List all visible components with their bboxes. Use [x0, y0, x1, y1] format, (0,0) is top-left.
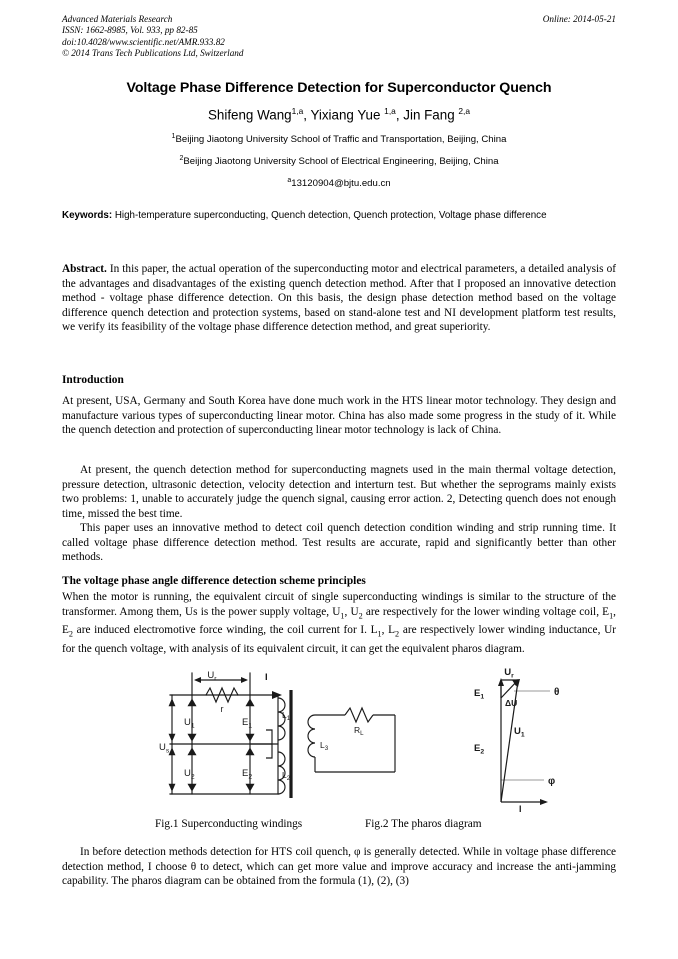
keywords-block [62, 209, 616, 224]
affiliation-1-text: Beijing Jiaotong University School of Traffic and Transportation, Beijing, China [175, 134, 507, 146]
label-e1-phasor: $E_1$ [474, 688, 485, 701]
journal-name-row [62, 14, 616, 25]
ur-arrow-right [241, 677, 248, 683]
affiliation-1 [62, 130, 616, 146]
scheme-paragraph-1 [62, 590, 616, 657]
scheme-sub-6: 2 [395, 629, 400, 639]
label-e1: $E_1$ [242, 717, 253, 730]
section-heading-scheme: The voltage phase angle difference detection scheme principles [62, 575, 366, 587]
label-u2: $U_2$ [184, 768, 195, 781]
label-ur-phasor: $U_r$ [504, 667, 514, 680]
scheme-text-2: , U [344, 605, 359, 618]
figure-2-pharos-diagram [454, 668, 604, 813]
ur-arrow-left [194, 677, 201, 683]
affiliation-2-text: Beijing Jiaotong University School of Electrical Engineering, Beijing, China [183, 156, 499, 168]
journal-header [62, 14, 616, 60]
introduction-paragraph-3: This paper uses an innovative method to detect coil quench detection condition winding and strip running time. It called voltage phase difference detection method. Test results are accurate, rapid and significantly better than other methods. [62, 522, 616, 564]
figure-1-caption: Fig.1 Superconducting windings [155, 818, 303, 830]
scheme-text-3: are respectively for the lower winding voltage coil, E [362, 605, 610, 618]
author-separator-1: , [303, 107, 311, 123]
arrow-i [540, 799, 548, 805]
label-i-phasor: I [519, 804, 522, 814]
affiliation-2 [62, 152, 616, 168]
section-heading-introduction: Introduction [62, 374, 124, 386]
label-us: $U_s$ [159, 742, 170, 755]
journal-issn: ISSN: 1662-8985, Vol. 933, pp 82-85 [62, 25, 198, 36]
journal-copyright: © 2014 Trans Tech Publications Ltd, Switzerland [62, 48, 244, 59]
journal-name: Advanced Materials Research [62, 14, 173, 24]
abstract-label: Abstract. [62, 263, 107, 275]
figure-1-superconducting-windings [159, 668, 430, 813]
affiliation-1-marker: 1 [171, 133, 176, 140]
email-address: 13120904@bjtu.edu.cn [291, 178, 391, 190]
email-marker: a [287, 177, 292, 184]
label-l3: $L_3$ [320, 740, 329, 753]
scheme-sub-4: 2 [68, 629, 73, 639]
label-theta: θ [554, 687, 560, 698]
author-separator-2: , [395, 107, 404, 123]
scheme-sub-5: 1 [377, 629, 382, 639]
label-l2: $L_2$ [282, 770, 291, 783]
scheme-text-1: When the motor is running, the equivalent circuit of single superconducting windings is similar to the structure of the transformer. Among them, Us is the power supply voltage, U [62, 591, 616, 618]
scheme-text-4: , E [62, 605, 616, 637]
scheme-text-5: are induced electromotive force winding, the coil current for I. L [73, 624, 378, 637]
scheme-text-7: are respectively lower winding inductance, Ur for the quench voltage, with analysis of its equivalent circuit, it can get the equivalent pharos diagram. [62, 624, 616, 656]
author-1-name: Shifeng Wang [207, 107, 292, 123]
current-arrow-i [272, 691, 282, 699]
label-rl: $R_L$ [354, 725, 364, 738]
closing-paragraph: In before detection methods detection for HTS coil quench, φ is generally detected. While in voltage phase difference detection method, I choose θ to detect, which can get more value and improve accuracy and increase the anti-jamming capability. The pharos diagram can be obtained from the formula (1), (2), (3) [62, 846, 616, 888]
label-l1: $L_1$ [282, 710, 291, 723]
paper-title: Voltage Phase Difference Detection for Superconductor Quench [126, 80, 552, 96]
abstract-block [62, 262, 616, 335]
abstract-text: In this paper, the actual operation of the superconducting motor and electrical parameters, a detailed analysis of the advantages and disadvantages of the existing quench detection method. After that I proposed an innovative detection method - voltage phase difference detection. On this basis, the design phase detection method based on the voltage difference quench detection and protection systems, based on stand-alone test and NI development platform test results, we verify its feasibility of the voltage phase difference detection method, and great superiority. [62, 263, 616, 334]
arrow-e-top [498, 678, 504, 686]
label-delta-u: ΔU [505, 698, 518, 708]
scheme-sub-1: 1 [340, 610, 345, 620]
page-content [62, 0, 616, 959]
scheme-sub-3: 1 [609, 610, 614, 620]
label-r: r [220, 704, 224, 714]
introduction-paragraph-2: At present, the quench detection method for superconducting magnets used in the main thermal voltage detection, pressure detection, ultrasonic detection, velocity detection and interturn test. But whether the seprograms mainly exists two problems: 1, unable to accurately judge the quench signal, causing error action. 2, Detecting quench does not enough time, missed the best time. [62, 464, 616, 520]
journal-doi: doi:10.4028/www.scientific.net/AMR.933.82 [62, 36, 225, 47]
label-e2: $E_2$ [242, 768, 253, 781]
figure-2-caption: Fig.2 The pharos diagram [365, 818, 482, 830]
scheme-sub-2: 2 [358, 610, 363, 620]
author-2-affil-marker: 1,a [384, 106, 396, 116]
author-1-affil-marker: 1,a [291, 106, 304, 116]
introduction-paragraph-1: At present, USA, Germany and South Korea have done much work in the HTS linear motor technology. They design and manufacture various types of superconducting linear motor. China has also made some progress in the study of it. While the quench detection and protection of superconducting linear motor technology is lack of China. [62, 395, 616, 437]
keywords-label: Keywords: [62, 210, 113, 221]
author-3-affil-marker: 2,a [458, 106, 471, 116]
label-u1: $U_1$ [184, 717, 195, 730]
contact-email [62, 174, 616, 190]
author-3-name: Jin Fang [403, 107, 459, 123]
label-i: I [265, 672, 268, 683]
label-phi: φ [548, 776, 556, 787]
label-ur: $U_r$ [207, 670, 217, 683]
figures-row [62, 668, 616, 813]
label-u1-phasor: $U_1$ [514, 726, 525, 739]
label-e2-phasor: $E_2$ [474, 743, 485, 756]
affiliation-2-marker: 2 [179, 155, 184, 162]
scheme-text-6: , L [381, 624, 396, 637]
online-date: Online: 2014-05-21 [542, 14, 616, 24]
keywords-text: High-temperature superconducting, Quench detection, Quench protection, Voltage phase difference [112, 210, 547, 221]
author-list [62, 103, 616, 123]
author-2-name: Yixiang Yue [310, 107, 385, 123]
